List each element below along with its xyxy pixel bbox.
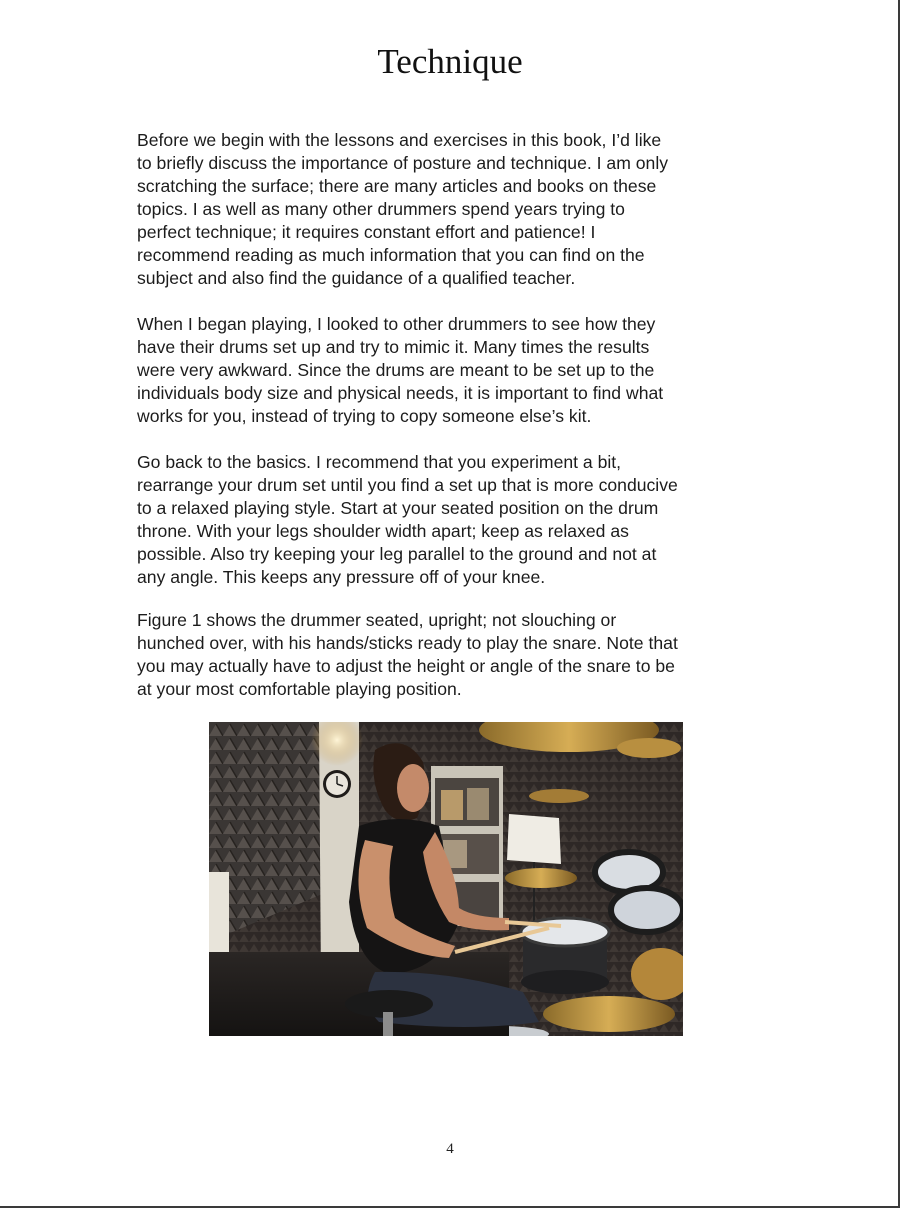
- text-line: any angle. This keeps any pressure off of your knee.: [137, 567, 546, 587]
- text-line: works for you, instead of trying to copy someone else’s kit.: [137, 406, 592, 426]
- text-line: you may actually have to adjust the height or angle of the snare to be: [137, 656, 675, 676]
- paragraph-setup: [137, 313, 762, 428]
- text-line: hunched over, with his hands/sticks ready to play the snare. Note that: [137, 633, 678, 653]
- text-line: to briefly discuss the importance of posture and technique. I am only: [137, 153, 669, 173]
- page-number: 4: [446, 1141, 454, 1157]
- text-line: Before we begin with the lessons and exercises in this book, I’d like: [137, 130, 662, 150]
- text-line: subject and also find the guidance of a qualified teacher.: [137, 268, 576, 288]
- text-line: possible. Also try keeping your leg parallel to the ground and not at: [137, 544, 657, 564]
- paragraph-figure-description: [137, 609, 762, 701]
- text-line: scratching the surface; there are many articles and books on these: [137, 176, 657, 196]
- text-line: rearrange your drum set until you find a set up that is more conducive: [137, 475, 678, 495]
- text-line: topics. I as well as many other drummers spend years trying to: [137, 199, 625, 219]
- text-line: perfect technique; it requires constant effort and patience! I: [137, 222, 596, 242]
- text-line: recommend reading as much information that you can find on the: [137, 245, 645, 265]
- figure-1-drummer-photo: [209, 722, 683, 1036]
- paragraph-intro: [137, 129, 762, 290]
- paragraph-basics: [137, 451, 762, 589]
- text-line: individuals body size and physical needs, it is important to find what: [137, 383, 664, 403]
- drummer-photo-icon: [209, 722, 683, 1036]
- text-line: throne. With your legs shoulder width apart; keep as relaxed as: [137, 521, 629, 541]
- text-line: were very awkward. Since the drums are meant to be set up to the: [137, 360, 655, 380]
- text-line: have their drums set up and try to mimic it. Many times the results: [137, 337, 650, 357]
- text-line: Figure 1 shows the drummer seated, upright; not slouching or: [137, 610, 617, 630]
- page-title: Technique: [377, 42, 523, 81]
- text-line: to a relaxed playing style. Start at your seated position on the drum: [137, 498, 659, 518]
- text-line: When I began playing, I looked to other drummers to see how they: [137, 314, 656, 334]
- text-line: Go back to the basics. I recommend that you experiment a bit,: [137, 452, 622, 472]
- text-line: at your most comfortable playing position.: [137, 679, 462, 699]
